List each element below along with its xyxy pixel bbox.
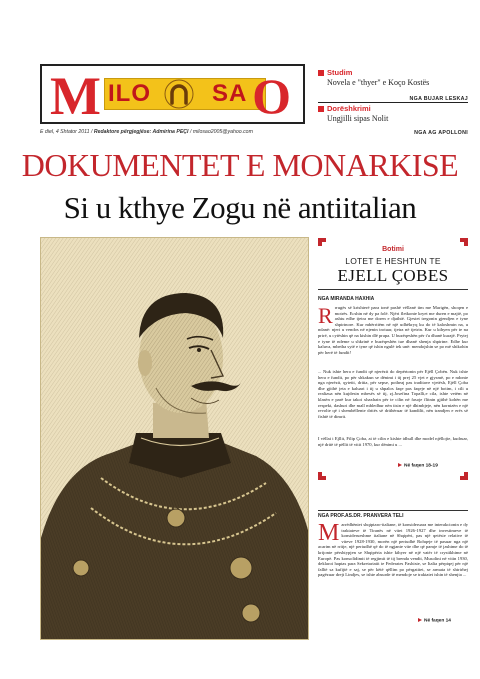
sidebox-title-line1: LOTET E HESHTUN TE <box>345 256 441 266</box>
sidebox-byline: NGA MIRANDA HAXHIA <box>318 296 375 302</box>
arrow-right-icon <box>398 463 402 467</box>
teaser-byline: NGA BUJAR LESKAJ <box>409 96 468 102</box>
second-article-divider <box>318 510 468 511</box>
second-article-continued-text: Në faqen 14 <box>424 618 451 624</box>
teaser-category: Studim <box>327 68 353 77</box>
teaser-doreshkrimi[interactable] <box>318 104 468 140</box>
horseshoe-icon <box>163 79 195 109</box>
sidebox-title-line2: EJELL ÇOBES <box>337 266 449 285</box>
sidebox-paragraph-3: I vëllai i Ejllit, Filip Çoba, ai të cilin e kishte idhull dhe model njëllojie, kudruar, një dritë të pëllit të vitit 1970, kur dënimi u ... <box>318 436 468 447</box>
dateline: E diel, 4 Shtator 2011 / Redaktore përgjegjëse: Admirina PEÇI / milosao2005@yahoo.com <box>40 129 253 135</box>
sidebox-category: Botimi <box>382 246 404 253</box>
masthead-letter-m: M <box>50 66 101 126</box>
sidebox-continued-text: Në faqen 18-19 <box>404 463 438 469</box>
sidebox-divider <box>318 289 468 290</box>
second-article-body: arrëdhëniet shqiptaro-italiane, të konsideruara me interakcionin e dy traktateve të Tiranës në vitet 1926-1927 dhe investimeve të konsiderueshme italiane në Shqipëri, pas një qetësie relative të viteve 1928-1930, morën një periudhë Rohqeje të pasuar nga një acarim në rritje, një periudhë që do të ngjante vite dhe që pamje të jashtme do të krijonte përshtypjen se Shqipëria ishte kthyer në një vatër të crystikhime në Europë. Pas konsolidimit të regjimit të tij brenda vendit, Musolini në vitin 1930, deklaroi haptas para Sekretariatit te Federates Fashiste, se Italia përpiqej për një falltë sa kufijtë e saj, se për këtë qëllim po përgatitet, se armata të shtrirhej pagëzuar drejt Lindjes, se ishte absurde të mendoje se traktatet ishin të shenjta ... <box>318 522 468 578</box>
corner-bracket-tl <box>318 238 326 246</box>
second-article-text <box>318 522 468 616</box>
dateline-editor: Redaktore përgjegjëse: Admirina PEÇI <box>93 129 189 135</box>
main-headline[interactable]: Si u kthye Zogu në antiitalian <box>63 190 417 225</box>
teaser-title: Novela e "thyer" e Koço Kostës <box>327 78 430 87</box>
kicker-headline: DOKUMENTET E MONARKISE <box>21 147 459 183</box>
sidebox-paragraph-2: ... Nuk ishte hera e fundit që njerëzit do depërtonin për Ejëll Çobën. Nuk ishte hera e fundit, po për shkakun se dënimi i tij prej 25 vjet e gjysmë, po e ndonte nga njerëzit, qytetit, dritia, për sepse, potheaj pas traditave vjetësh, Ejëll Çoba dhe gjithë jeta e kaluari i tij u shpalos faqe pas faqeje në një botim, i cili u realizua nën kujdesin mbesës së tij, zj.Josefina Topalli,e cila, ishte vetëm në klasën e parë kur takoi xhaxhain për te cilin në fasoje flitnin gjithë kohën me respekt, dashuri dhe mall mbledhur nën tisin e një dhimbjeje, nën kornizën e një revolte që i shembëllente dritës së drithëruar të kandilit, nën trandjen e erës së fishtë të dimrit. <box>318 369 468 419</box>
corner-bracket-bl <box>318 472 326 480</box>
dropcap: M <box>318 522 340 546</box>
second-article-continued-link[interactable] <box>418 618 451 623</box>
arrow-right-icon <box>418 618 422 622</box>
second-article-byline: NGA PROF.AS.DR. PRANVERA TELI <box>318 513 404 519</box>
portrait-engraving <box>40 237 309 640</box>
dropcap: R <box>318 305 333 328</box>
teaser-divider <box>318 102 468 103</box>
corner-bracket-tr <box>460 238 468 246</box>
sidebox-paragraph-1 <box>318 305 468 365</box>
sidebox-para1-text: rrugës së krishterë para tonë pashë vëllanë tim me Marigën, shoqen e motrës. Ecshin në dy pa folë. Njëri fletkonte kryet me duren e majtë, po ashtu edhe tjetra me doren e djathtë. Gjestet tregonin gjendjen e tyne shpirtnore. Kur mbërritëm në një udhëkryq ku do të kaloshmin na, u ndanë: njeri u vendos në njenin trotuar, tjetra në tjetrin. Kur u kthyen për te na prirë, u cytëshin që na kishin dlë prapa. U buzëqeshën për t'u dhanë kurajë. Prytej e tyne të ndeme u shkrinë e buzëqeshën tue dhanë shenja shpirtne. Edhe kur kaluva, mbetha sytë e tyne që ishin ngulë tek unë: mendojshin se po më shikohin për herë të fundit! <box>318 305 468 355</box>
masthead-mid-left: ILO <box>108 80 151 107</box>
teaser-byline: NGA AG APOLLONI <box>414 130 468 136</box>
dateline-date: E diel, 4 Shtator 2011 <box>40 129 90 135</box>
dateline-email[interactable]: milosao2005@yahoo.com <box>192 129 253 135</box>
bullet-square-icon <box>318 70 324 76</box>
masthead-letter-o: O <box>252 68 291 124</box>
sidebox-continued-link[interactable] <box>398 463 438 468</box>
bullet-square-icon <box>318 106 324 112</box>
teaser-title: Ungjilli sipas Nolit <box>327 114 389 123</box>
masthead-mid-right: SA <box>212 80 248 107</box>
masthead-logo <box>40 64 305 124</box>
teaser-category: Dorëshkrimi <box>327 104 371 113</box>
sidebox-bottom-brackets <box>318 472 468 480</box>
corner-bracket-br <box>460 472 468 480</box>
